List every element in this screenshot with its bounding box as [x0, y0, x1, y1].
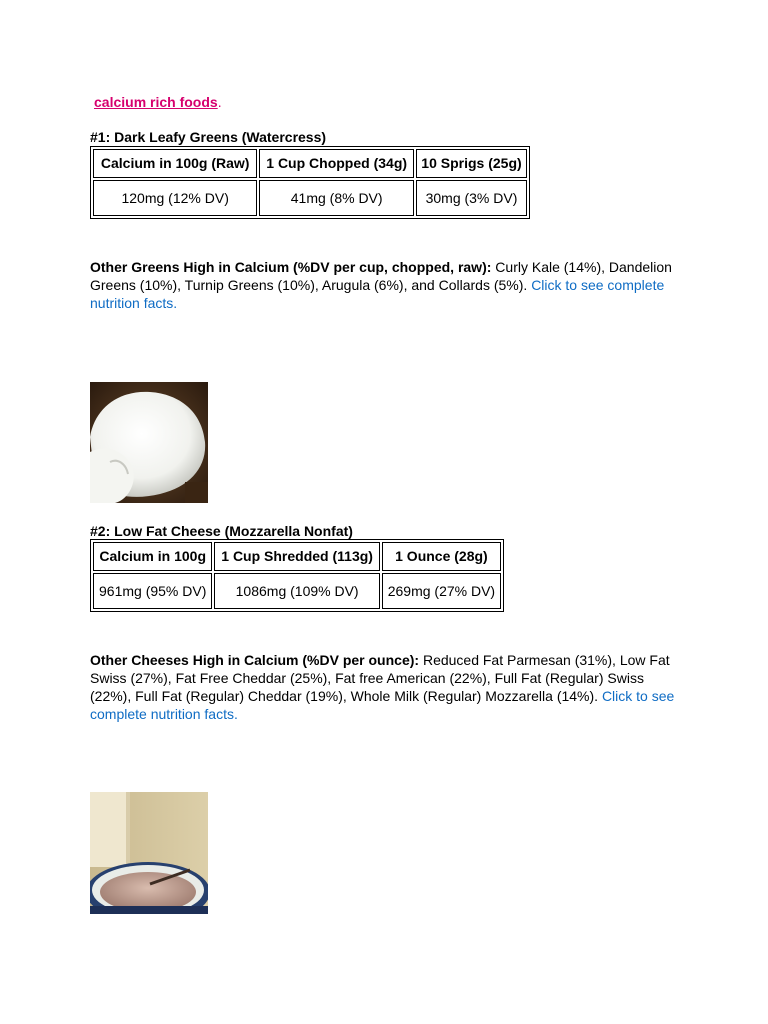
table-header-cell: 10 Sprigs (25g) [416, 149, 527, 178]
table-header-cell: 1 Cup Chopped (34g) [259, 149, 414, 178]
table-cell: 961mg (95% DV) [93, 573, 212, 609]
table-cell: 269mg (27% DV) [382, 573, 501, 609]
intro-line [94, 94, 222, 112]
table-cell: 30mg (3% DV) [416, 180, 527, 216]
table-header-cell: Calcium in 100g [93, 542, 212, 571]
greens-note [90, 258, 680, 312]
table-cell: 1086mg (109% DV) [214, 573, 379, 609]
greens-note-text: Curly Kale (14%), Dandelion Greens (10%), Turnip Greens (10%), Arugula (6%), and Collards (5%). [90, 259, 672, 293]
table-header-cell: 1 Ounce (28g) [382, 542, 501, 571]
cheeses-nutrition-link[interactable]: Click to see complete nutrition facts. [90, 688, 675, 722]
table-cell: 120mg (12% DV) [93, 180, 257, 216]
mozzarella-table [90, 539, 504, 612]
yogurt-image [90, 792, 208, 914]
table-header-row [93, 149, 527, 178]
section-2-heading: #2: Low Fat Cheese (Mozzarella Nonfat) [90, 523, 353, 539]
watercress-table [90, 146, 530, 219]
table-cell: 41mg (8% DV) [259, 180, 414, 216]
table-header-row [93, 542, 501, 571]
cheeses-note [90, 651, 680, 723]
table-header-cell: Calcium in 100g (Raw) [93, 149, 257, 178]
table-row [93, 180, 527, 216]
table-row [93, 573, 501, 609]
mozzarella-photo [90, 382, 208, 503]
table-header-cell: 1 Cup Shredded (113g) [214, 542, 379, 571]
mozzarella-image [90, 382, 208, 503]
cheeses-note-label: Other Cheeses High in Calcium (%DV per ounce): [90, 652, 420, 668]
greens-note-label: Other Greens High in Calcium (%DV per cup, chopped, raw): [90, 259, 492, 275]
greens-nutrition-link[interactable]: Click to see complete nutrition facts. [90, 277, 665, 311]
calcium-rich-foods-link[interactable]: calcium rich foods [94, 94, 218, 110]
section-1-heading: #1: Dark Leafy Greens (Watercress) [90, 129, 327, 145]
intro-period: . [217, 94, 222, 110]
cheeses-note-text: Reduced Fat Parmesan (31%), Low Fat Swiss (27%), Fat Free Cheddar (25%), Fat free American (22%), Full Fat (Regular) Swiss (22%), Full Fat (Regular) Cheddar (19%), Whole Milk (Regular) Mozzarella (14%). [90, 652, 670, 704]
yogurt-and-milk-photo [90, 792, 208, 914]
